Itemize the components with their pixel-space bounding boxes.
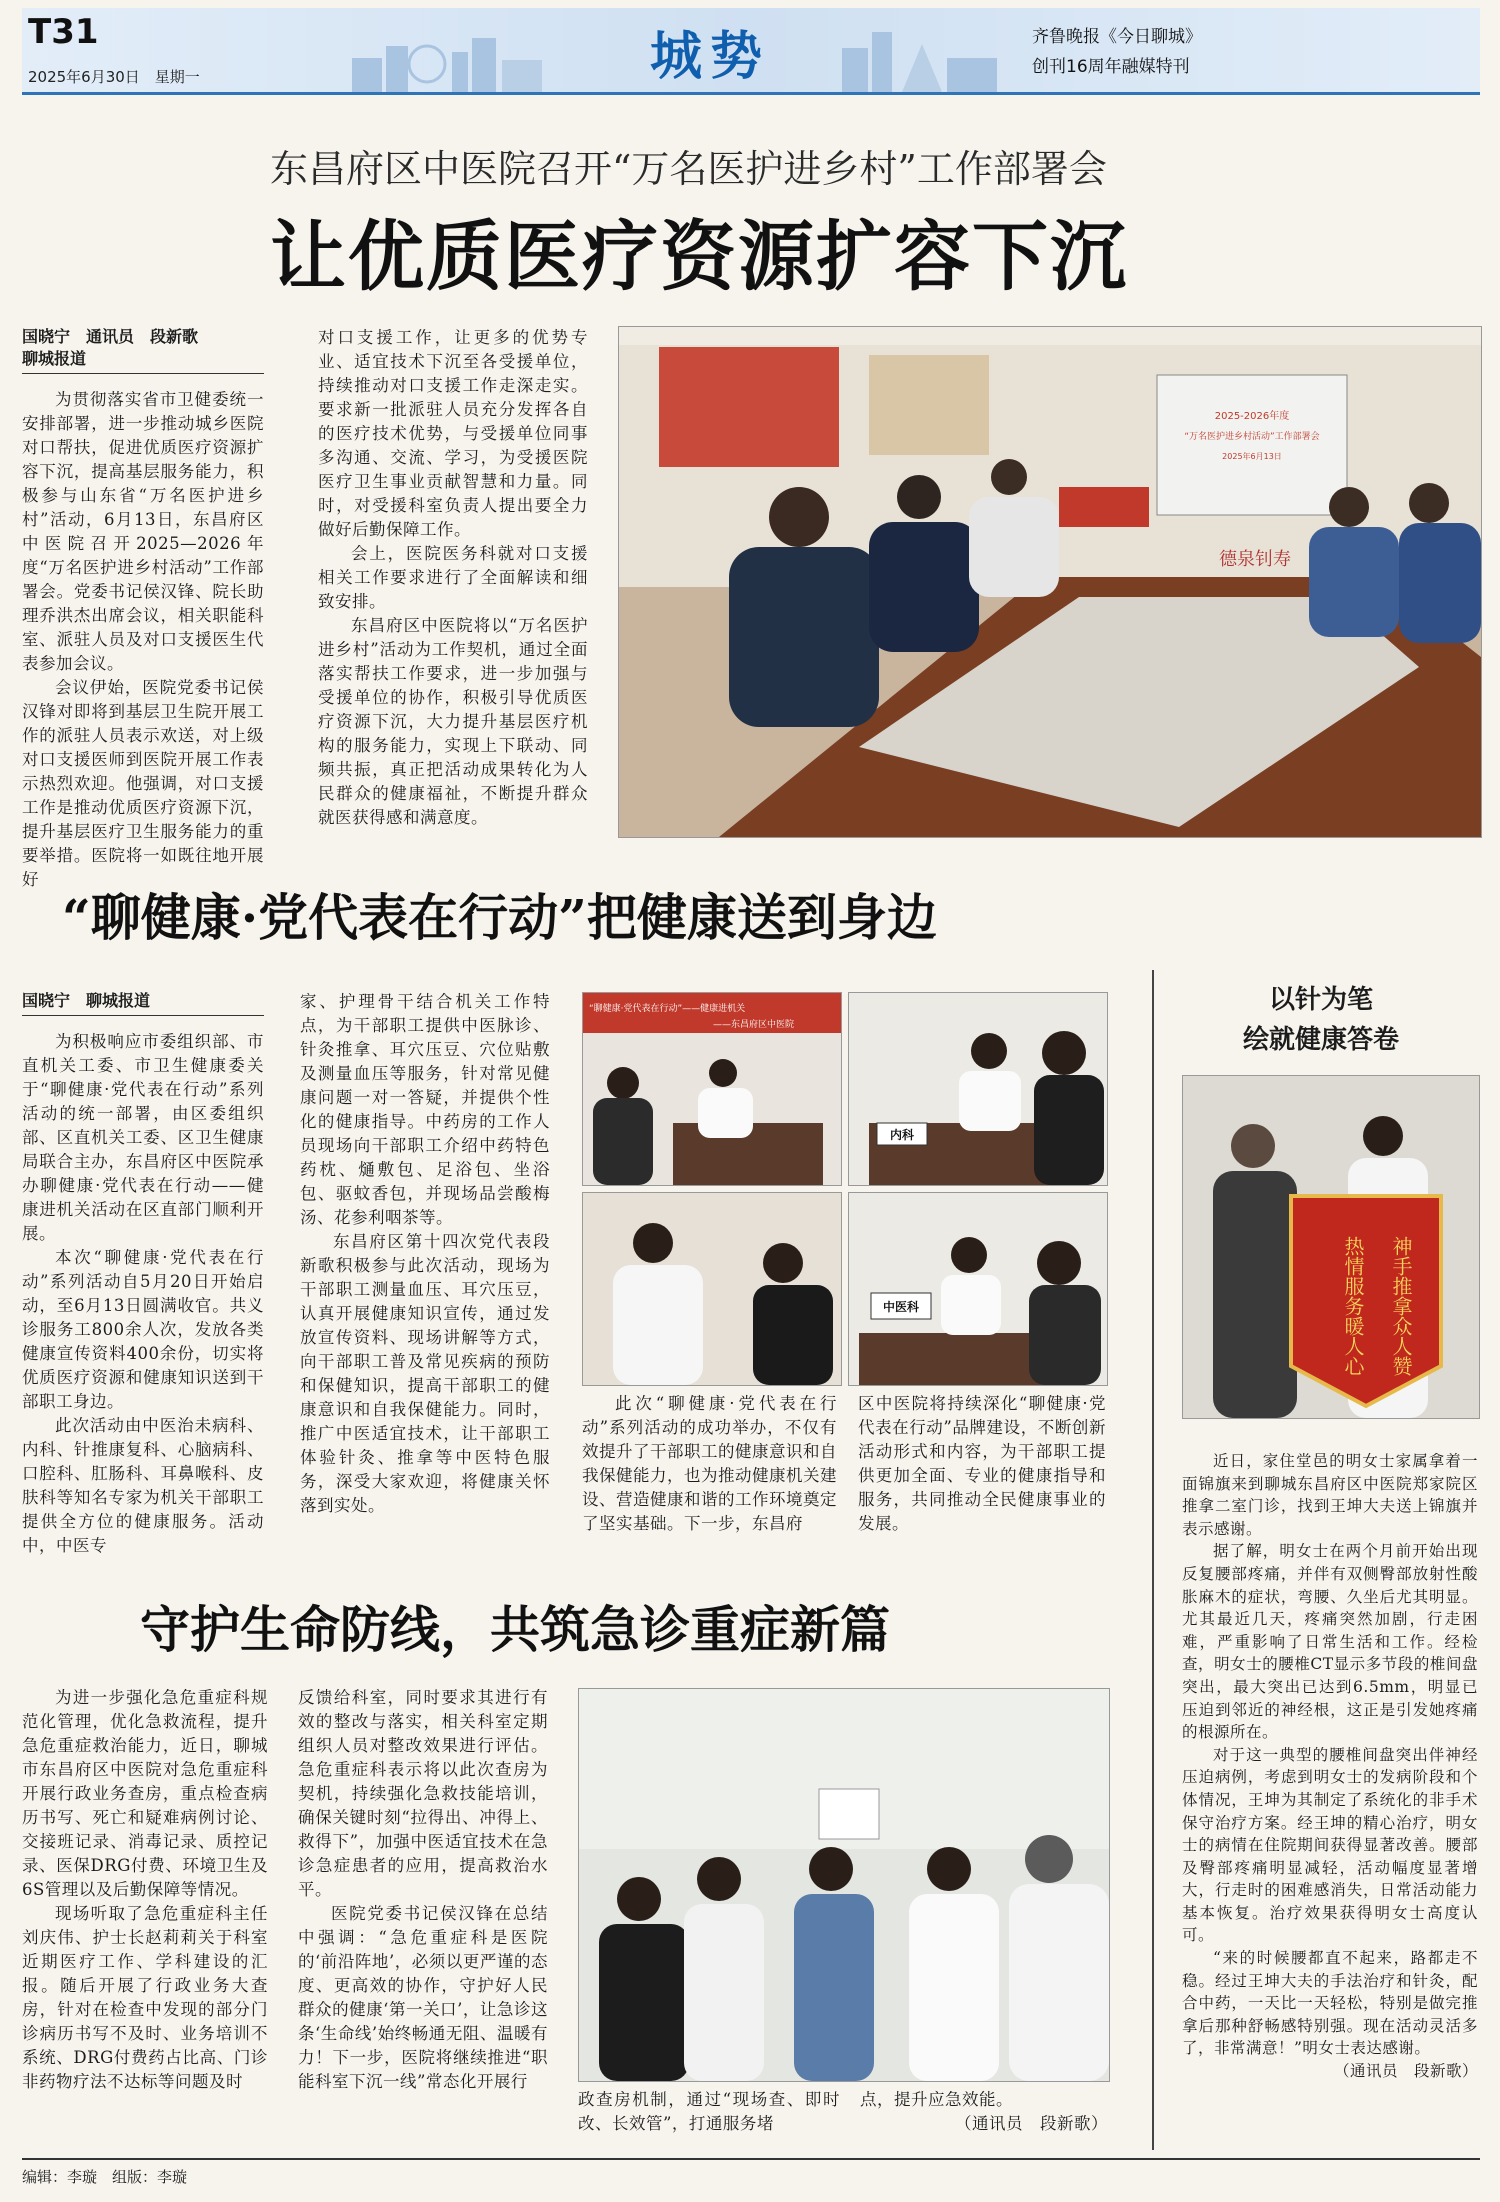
banner-subtext: ——东昌府区中医院 [713,1020,795,1030]
pennant-couplet-2: 热情服务暖人心 [1341,1236,1365,1376]
banner-text: “聊健康·党代表在行动”——健康进机关 [589,1004,746,1014]
article1-kicker: 东昌府区中医院召开“万名医护进乡村”工作部署会 [270,147,1107,191]
article3-col3 [578,2088,840,2136]
event-photo-4 [848,1192,1108,1386]
paragraph: 医院党委书记侯汉锋在总结中强调：“急危重症科是医院的‘前沿阵地’，必须以更严谨的态度、更高效的协作，守护好人民群众的健康‘第一关口’，让急诊这条‘生命线’始终畅通无阻、温暖有力！下一步，医院将继续推进“职能科室下沉一线”常态化开展行 [298,1904,548,2091]
article2-col3 [582,1392,837,1536]
paragraph: 本次“聊健康·党代表在行动”系列活动自5月20日开始启动，至6月13日圆满收官。共义诊服务工800余人次，发放各类健康宣传资料400余份，切实将优质医疗资源和健康知识送到干部职工身边。 [22,1248,264,1411]
paragraph: 区中医院将持续深化“聊健康·党代表在行动”品牌建设，不断创新活动形式和内容，为干部职工提供更加全面、专业的健康指导和服务，共同推动全民健康事业的发展。 [858,1394,1106,1533]
screen-text-3: 2025年6月13日 [1222,452,1282,461]
article3-credit: （通讯员 段新歌） [955,2114,1108,2133]
article2-title: “聊健康·党代表在行动”把健康送到身边 [62,888,937,947]
paragraph: 反馈给科室，同时要求其进行有效的整改与落实，相关科室定期组织人员对整改效果进行评估。急危重症科表示将以此次查房为契机，持续强化急救技能培训，确保关键时刻“拉得出、冲得上、救得下”，加强中医适宜技术在急诊急症患者的应用，提高救治水平。 [298,1688,548,1899]
meeting-photo [618,326,1482,838]
page-footer [22,2158,1480,2187]
article3-col4 [860,2088,1108,2136]
screen-text-2: “万名医护进乡村活动”工作部署会 [1184,432,1320,442]
paragraph: 近日，家住堂邑的明女士家属拿着一面锦旗来到聊城东昌府区中医院郑家院区推拿二室门诊，找到王坤大夫送上锦旗并表示感谢。 [1182,1452,1478,1538]
sidebar-heading [1162,980,1480,1060]
article1-col2 [318,326,588,830]
pennant-couplet-1: 神手推拿众人赞 [1389,1236,1413,1376]
anniversary-note: 创刊16周年融媒特刊 [1032,57,1190,77]
event-scene-2 [849,993,1107,1185]
paragraph: 此次“聊健康·党代表在行动”系列活动的成功举办，不仅有效提升了干部职工的健康意识和自我保健能力，也为推动健康机关建设、营造健康和谐的工作环境奠定了坚实基础。下一步，东昌府 [582,1394,837,1533]
issue-date: 2025年6月30日 星期一 [28,68,200,86]
event-scene-1 [583,993,841,1185]
paragraph: 东昌府区中医院将以“万名医护进乡村”活动为工作契机，通过全面落实帮扶工作要求，进一步加强与受援单位的协作，积极引导优质医疗资源下沉，大力提升基层医疗机构的服务能力，实现上下联动、同频共振，真正把活动成果转化为人民群众的健康福祉，不断提升群众就医获得感和满意度。 [318,616,588,827]
page-number: T31 [28,12,99,52]
article1-title: 让优质医疗资源扩容下沉 [270,212,1128,301]
publication-name: 齐鲁晚报《今日聊城》 [1032,27,1202,47]
sidebar-body [1182,1450,1478,2083]
article2-col1 [22,990,264,1558]
masthead [22,8,1480,95]
article2-col2 [300,990,550,1518]
paragraph: 东昌府区第十四次党代表段新歌积极参与此次活动，现场为干部职工测量血压、耳穴压豆，认真开展健康知识宣传，通过发放宣传资料、现场讲解等方式，向干部职工普及常见疾病的预防和保健知识，提高干部职工的健康意识和自我保健能力。同时，推广中医适宜技术，让干部职工体验针灸、推拿等中医特色服务，深受大家欢迎，将健康关怀落到实处。 [300,1232,550,1515]
paragraph: 点，提升应急效能。 [860,2090,1013,2109]
byline-reporters: 国晓宁 通讯员 段新歌 [22,327,199,346]
paragraph: 家、护理骨干结合机关工作特点，为干部职工提供中医脉诊、针灸推拿、耳穴压豆、穴位贴敷及测量血压等服务，针对常见健康问题一对一答疑，并提供个性化的健康指导。中药房的工作人员现场向干部职工介绍中药特色药枕、熥敷包、足浴包、坐浴包、驱蚊香包，并现场品尝酸梅汤、花参利咽茶等。 [300,992,550,1227]
article3-col2 [298,1686,548,2094]
paragraph: 据了解，明女士在两个月前开始出现反复腰部疼痛，并伴有双侧臀部放射性酸胀麻木的症状，弯腰、久坐后尤其明显。尤其最近几天，疼痛突然加剧，行走困难，严重影响了日常生活和工作。经检查，明女士的腰椎CT显示多节段的椎间盘突出，最大突出已达到6.5mm，明显已压迫到邻近的神经根，这正是引发她疼痛的根源所在。 [1182,1542,1478,1742]
paragraph: 对口支援工作，让更多的优势专业、适宜技术下沉至各受援单位，持续推动对口支援工作走深走实。要求新一批派驻人员充分发挥各自的医疗技术优势，与受援单位同事多沟通、交流、学习，为受援医院医疗卫生事业贡献智慧和力量。同时，对受援科室负责人提出要全力做好后勤保障工作。 [318,328,588,539]
wall-lettering: 德泉钊寿 [1219,549,1291,570]
paragraph: 政查房机制，通过“现场查、即时改、长效管”，打通服务堵 [578,2090,840,2133]
sidebar-credit: （通讯员 段新歌） [1333,2062,1478,2081]
article2-col4 [858,1392,1106,1536]
pennant-photo [1182,1075,1480,1419]
pennant-scene [1183,1076,1479,1418]
event-photo-1 [582,992,842,1186]
department-sign: 内科 [889,1128,915,1142]
article2-byline: 国晓宁 聊城报道 [22,990,264,1016]
article3-title: 守护生命防线，共筑急诊重症新篇 [140,1600,890,1659]
paragraph: “来的时候腰都直不起来，路都走不稳。经过王坤大夫的手法治疗和针灸，配合中药，一天比一天轻松，特别是做完推拿后那种舒畅感特别强。现在活动灵活多了，非常满意！”明女士表达感谢。 [1182,1949,1478,2058]
sidebar-divider [1152,970,1154,2150]
article1-byline [22,326,264,374]
meeting-scene [619,327,1481,837]
article3-col1 [22,1686,268,2094]
ward-round-photo [578,1688,1110,2082]
paragraph: 为进一步强化急危重症科规范化管理，优化急救流程，提升急危重症救治能力，近日，聊城市东昌府区中医院对急危重症科开展行政业务查房，重点检查病历书写、死亡和疑难病例讨论、交接班记录、消毒记录、质控记录、医保DRG付费、环境卫生及6S管理以及后勤保障等情况。 [22,1688,268,1899]
paragraph: 为积极响应市委组织部、市直机关工委、市卫生健康委关于“聊健康·党代表在行动”系列活动的统一部署，由区委组织部、区直机关工委、区卫生健康局联合主办，东昌府区中医院承办聊健康·党代表在行动——健康进机关活动在区直部门顺利开展。 [22,1032,264,1243]
department-sign: 中医科 [882,1300,920,1314]
paragraph: 此次活动由中医治未病科、内科、针推康复科、心脑病科、口腔科、肛肠科、耳鼻喉科、皮肤科等知名专家为机关干部职工提供全方位的健康服务。活动中，中医专 [22,1416,264,1555]
paragraph: 会议伊始，医院党委书记侯汉锋对即将到基层卫生院开展工作的派驻人员表示欢送，对上级对口支援医师到医院开展工作表示热烈欢迎。他强调，对口支援工作是推动优质医疗资源下沉，提升基层医疗卫生服务能力的重要举措。医院将一如既往地开展好 [22,678,264,889]
sidebar-title-line1: 以针为笔 [1268,985,1373,1015]
paragraph: 现场听取了急危重症科主任刘庆伟、护士长赵莉莉关于科室近期医疗工作、学科建设的汇报。随后开展了行政业务大查房，针对在检查中发现的部分门诊病历书写不及时、业务培训不系统、DRG付费药占比高、门诊非药物疗法不达标等问题及时 [22,1904,268,2091]
sidebar-title-line2: 绘就健康答卷 [1242,1025,1399,1055]
byline-location: 聊城报道 [22,349,87,368]
event-scene-4 [849,1193,1107,1385]
event-scene-3 [583,1193,841,1385]
screen-text-1: 2025-2026年度 [1214,411,1290,422]
event-photo-3 [582,1192,842,1386]
article1-col1 [22,326,264,892]
paragraph: 会上，医院医务科就对口支援相关工作要求进行了全面解读和细致安排。 [318,544,588,611]
editor-credit: 编辑：李璇 组版：李璇 [22,2168,188,2186]
paragraph: 为贯彻落实省市卫健委统一安排部署，进一步推动城乡医院对口帮扶，促进优质医疗资源扩容下沉，提高基层服务能力，积极参与山东省“万名医护进乡村”活动，6月13日，东昌府区中医院召开2025—2026年度“万名医护进乡村活动”工作部署会。党委书记侯汉锋、院长助理乔洪杰出席会议，相关职能科室、派驻人员及对口支援医生代表参加会议。 [22,390,264,673]
section-title: 城势 [650,26,771,87]
ward-round-scene [579,1689,1109,2081]
paragraph: 对于这一典型的腰椎间盘突出伴神经压迫病例，考虑到明女士的发病阶段和个体情况，王坤为其制定了系统化的非手术保守治疗方案。经王坤的精心治疗，明女士的病情在住院期间获得显著改善。腰部及臀部疼痛明显减轻，活动幅度显著增大，行走时的困难感消失，日常活动能力基本恢复。治疗效果获得明女士高度认可。 [1182,1745,1478,1945]
event-photo-2 [848,992,1108,1186]
